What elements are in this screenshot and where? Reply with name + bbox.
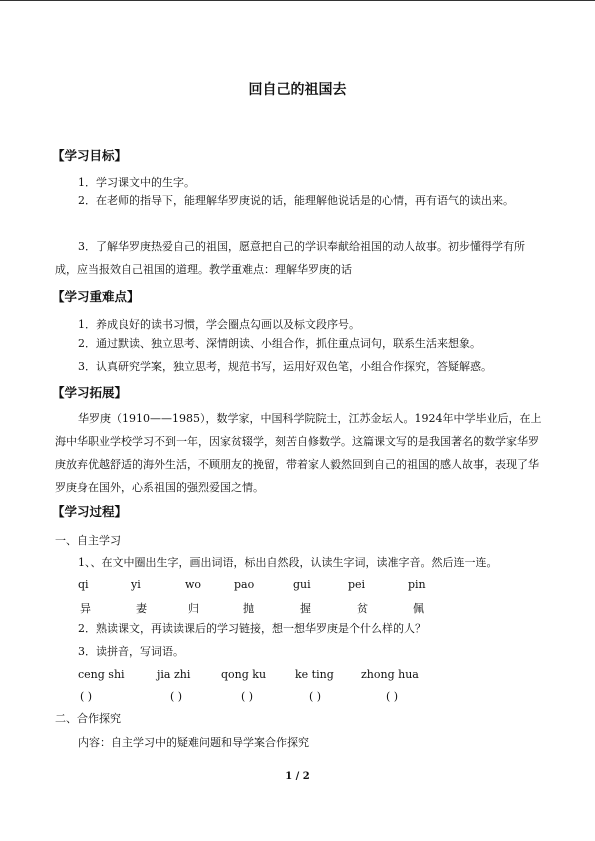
section-heading-extension: 【学习拓展】: [52, 385, 128, 400]
goal-item: 2．在老师的指导下，能理解华罗庚说的话，能理解他说话是的心情，再有语气的读出来。: [78, 194, 514, 207]
extension-paragraph: 华罗庚（1910——1985），数学家，中国科学院院士，江苏金坛人。1924年中学毕业后，在上海中华职业学校学习不到一年，因家贫辍学，刻苦自修数学。这篇课文写的是我国著名的数学家华罗庚放弃优越舒适的海外生活，不顾朋友的挽留，带着家人毅然回到自己的祖国的感人故事，表现了华罗庚身在国外，心系祖国的强烈爱国之情。: [55, 412, 542, 494]
pinyin-item: gui: [293, 578, 311, 591]
answer-blank[interactable]: ( ): [241, 690, 254, 703]
cooperation-content: 内容：自主学习中的疑难问题和导学案合作探究: [78, 736, 309, 749]
character-item: 贫: [357, 602, 368, 615]
section-heading-process: 【学习过程】: [52, 504, 128, 519]
pinyin-word: ke ting: [295, 668, 334, 681]
pinyin-item: pin: [408, 578, 426, 591]
part-heading-self-study: 一、自主学习: [55, 534, 121, 547]
pinyin-word: ceng shi: [78, 668, 125, 681]
page-number: 1 / 2: [285, 771, 310, 782]
section-heading-goals: 【学习目标】: [52, 148, 128, 163]
character-item: 归: [188, 602, 199, 615]
part-heading-cooperation: 二、合作探究: [55, 712, 121, 725]
pinyin-item: qi: [78, 578, 89, 591]
answer-blank[interactable]: ( ): [309, 690, 322, 703]
character-item: 佩: [413, 602, 424, 615]
keypoint-item: 1．养成良好的读书习惯，学会圈点勾画以及标文段序号。: [78, 318, 360, 331]
question-1: 1、、在文中圈出生字，画出词语，标出自然段，认读生字词，读准字音。然后连一连。: [78, 556, 498, 569]
pinyin-word: qong ku: [221, 668, 267, 681]
keypoint-item: 2．通过默读、独立思考、深情朗读、小组合作，抓住重点词句，联系生活来想象。: [78, 337, 481, 350]
pinyin-word: zhong hua: [361, 668, 419, 681]
pinyin-word: jia zhi: [157, 668, 191, 681]
answer-blank[interactable]: ( ): [386, 690, 399, 703]
character-item: 妻: [136, 602, 147, 615]
character-item: 抛: [243, 602, 254, 615]
character-item: 异: [80, 602, 91, 615]
goal-item: 1．学习课文中的生字。: [78, 176, 195, 189]
keypoint-item: 3．认真研究学案，独立思考，规范书写，运用好双色笔，小组合作探究，答疑解惑。: [78, 360, 492, 373]
question-2: 2．熟读课文，再读读课后的学习链接，想一想华罗庚是个什么样的人？: [78, 622, 426, 635]
answer-blank[interactable]: ( ): [170, 690, 183, 703]
goal-item: 3．了解华罗庚热爱自己的祖国，愿意把自己的学识奉献给祖国的动人故事。初步懂得学有所成，应当报效自己祖国的道理。教学重难点：理解华罗庚的话: [55, 240, 525, 276]
page-title: 回自己的祖国去: [248, 82, 347, 98]
question-3: 3．读拼音，写词语。: [78, 645, 184, 658]
answer-blank[interactable]: ( ): [80, 690, 93, 703]
section-heading-keypoints: 【学习重难点】: [52, 289, 140, 304]
pinyin-item: wo: [185, 578, 202, 591]
page-top-border: [0, 0, 595, 1]
character-item: 握: [300, 602, 311, 615]
pinyin-item: pei: [348, 578, 366, 591]
pinyin-item: pao: [234, 578, 255, 591]
pinyin-item: yi: [131, 578, 141, 591]
